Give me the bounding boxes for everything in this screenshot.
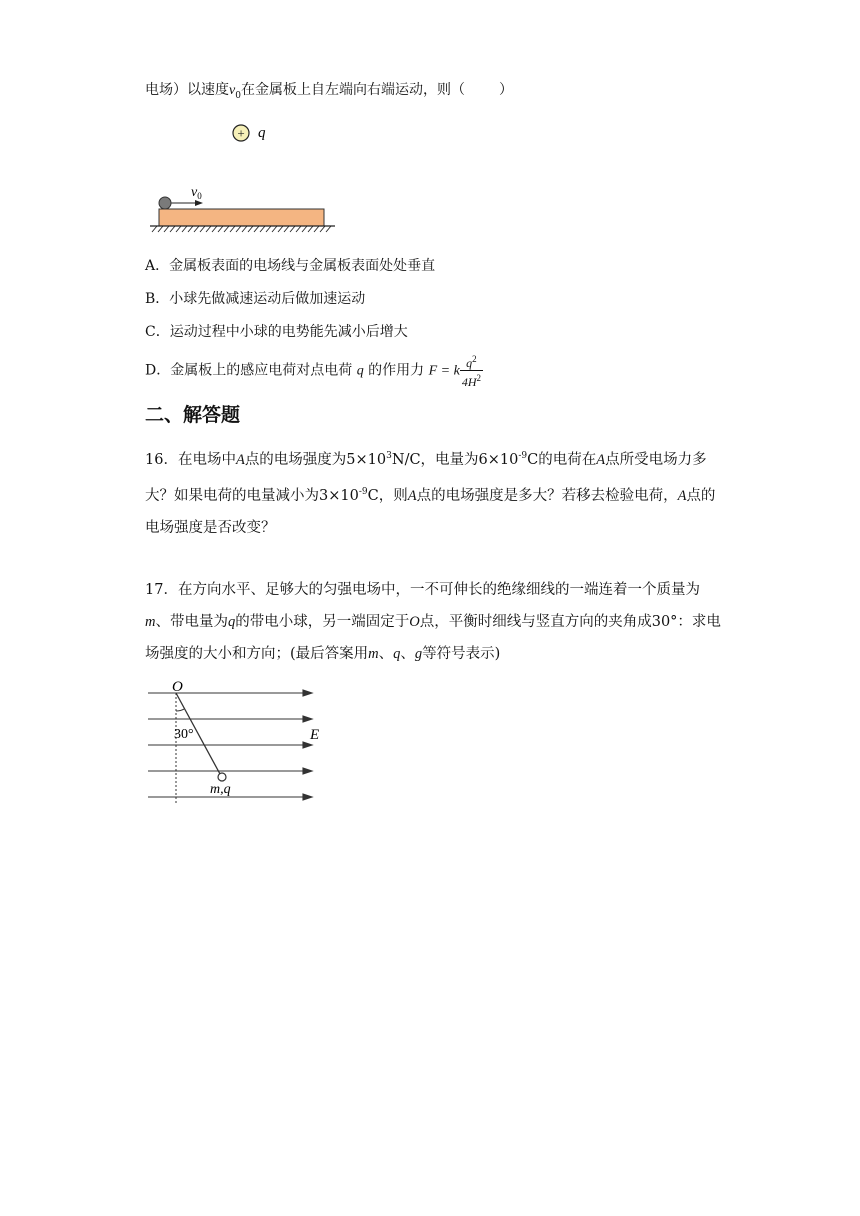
- q15-figure: [140, 118, 340, 236]
- charge-label: q: [258, 125, 266, 141]
- question-17: 17．在方向水平、足够大的匀强电场中，一不可伸长的绝缘细线的一端连着一个质量为m、带电量为q的带电小球，另一端固定于O点，平衡时细线与竖直方向的夹角成30°：求电场强度的大小和方向；(最后答案用m、q、g等符号表示): [145, 582, 721, 662]
- q15-stem-line: [145, 79, 513, 101]
- point-o-label: O: [172, 679, 183, 695]
- option-d-charge-symbol: q: [356, 363, 364, 379]
- option-c: C．运动过程中小球的电势能先减小后增大: [145, 324, 408, 340]
- ball-label: m,q: [210, 782, 231, 797]
- q15-velocity-subscript: 0: [235, 90, 241, 101]
- q17-figure: [140, 676, 340, 808]
- option-d-text-2: 的作用力: [368, 362, 425, 379]
- section-heading: 二、解答题: [145, 404, 241, 426]
- charge-sign: +: [237, 125, 245, 141]
- angle-arc: [176, 709, 185, 711]
- formula-lhs: F = k: [428, 363, 460, 379]
- q15-velocity-symbol: v: [229, 83, 236, 98]
- q15-stem-text-1: 电场）以速度: [145, 82, 229, 98]
- formula-numerator: $q^2$: [460, 352, 483, 371]
- question-16: 16．在电场中A点的电场强度为$5\times 10^3N/C$，电量为$6\times 10^{-9}C$的电荷在A点所受电场力多大？如果电荷的电量减小为$3\times 10^{-9}C$，则A点的电场强度是多大？若移去检验电荷，A点的电场强度是否改变？: [145, 451, 716, 536]
- q15-stem-paren-close: ）: [498, 82, 513, 98]
- option-d-text-1: D．金属板上的感应电荷对点电荷: [145, 362, 353, 379]
- formula-fraction: [460, 352, 483, 389]
- charged-ball: [218, 773, 226, 781]
- ball: [159, 197, 171, 209]
- option-b: B．小球先做减速运动后做加速运动: [145, 291, 366, 307]
- formula-denominator: $4H^2$: [461, 373, 481, 389]
- field-label: E: [310, 727, 320, 743]
- option-d: [145, 352, 483, 389]
- ground-hatching: [152, 226, 331, 232]
- option-a: A．金属板表面的电场线与金属板表面处处垂直: [145, 258, 436, 274]
- angle-label: 30°: [174, 727, 194, 742]
- metal-plate: [159, 209, 324, 226]
- velocity-label: $v_0$: [191, 185, 202, 201]
- q15-stem-text-2: 在金属板上自左端向右端运动，则（: [240, 82, 465, 98]
